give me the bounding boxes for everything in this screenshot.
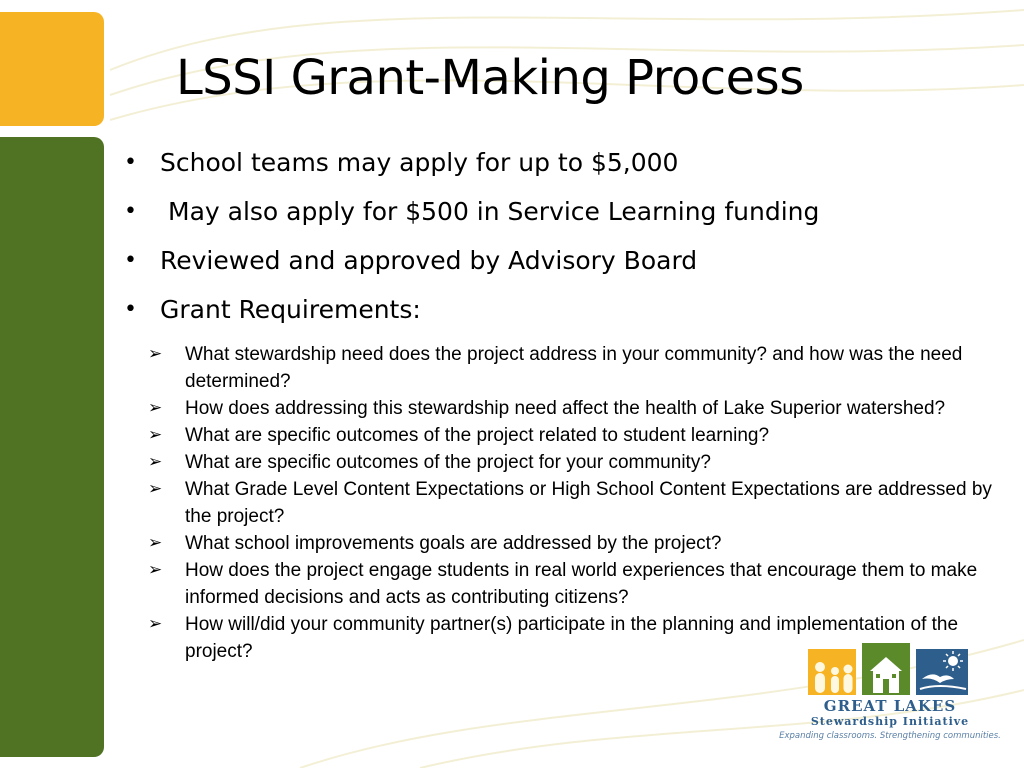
arrow-bullet-icon: ➢ <box>148 344 163 364</box>
requirement-text: What are specific outcomes of the project related to student learning? <box>185 425 770 446</box>
bullet-text: May also apply for $500 in Service Learning funding <box>168 197 820 226</box>
requirement-item <box>148 530 1006 557</box>
arrow-bullet-icon: ➢ <box>148 560 163 580</box>
accent-bar-green <box>0 137 104 757</box>
bullet-dot: • <box>124 297 137 322</box>
requirement-item <box>148 476 1006 530</box>
requirement-item <box>148 395 1006 422</box>
requirement-item <box>148 422 1006 449</box>
bullet-item <box>124 243 1004 292</box>
requirement-item <box>148 449 1006 476</box>
accent-bar-yellow <box>0 12 104 126</box>
arrow-bullet-icon: ➢ <box>148 425 163 445</box>
bullet-text: Reviewed and approved by Advisory Board <box>160 246 698 275</box>
bullet-text: Grant Requirements: <box>160 295 421 324</box>
main-bullet-list <box>124 145 1004 341</box>
arrow-bullet-icon: ➢ <box>148 614 163 634</box>
arrow-bullet-icon: ➢ <box>148 479 163 499</box>
requirement-text: What school improvements goals are addressed by the project? <box>185 533 722 554</box>
bullet-item <box>124 145 1004 194</box>
logo-emblem-icon <box>808 643 968 695</box>
requirement-text: How does the project engage students in real world experiences that encourage them to make informed decisions and acts as contributing citizens? <box>185 560 978 608</box>
requirement-text: What Grade Level Content Expectations or High School Content Expectations are addressed by the project? <box>185 479 992 527</box>
requirement-item <box>148 557 1006 611</box>
requirement-item <box>148 341 1006 395</box>
requirement-text: What are specific outcomes of the project for your community? <box>185 452 711 473</box>
bullet-dot: • <box>124 199 137 224</box>
great-lakes-logo <box>776 643 1004 743</box>
requirement-text: What stewardship need does the project address in your community? and how was the need determined? <box>185 344 963 392</box>
requirements-list <box>148 341 1006 665</box>
logo-subtitle: Stewardship Initiative <box>810 715 970 728</box>
requirement-text: How does addressing this stewardship need affect the health of Lake Superior watershed? <box>185 398 946 419</box>
bullet-item <box>124 292 1004 341</box>
arrow-bullet-icon: ➢ <box>148 452 163 472</box>
bullet-text: School teams may apply for up to $5,000 <box>160 148 679 177</box>
logo-tagline: Expanding classrooms. Strengthening communities. <box>779 731 1001 741</box>
bullet-dot: • <box>124 248 137 273</box>
arrow-bullet-icon: ➢ <box>148 533 163 553</box>
bullet-dot: • <box>124 150 137 175</box>
bullet-item <box>124 194 1004 243</box>
requirement-text: How will/did your community partner(s) participate in the planning and implementation of the project? <box>185 614 959 662</box>
logo-name: GREAT LAKES <box>823 697 957 715</box>
arrow-bullet-icon: ➢ <box>148 398 163 418</box>
slide-title: LSSI Grant-Making Process <box>176 50 804 106</box>
